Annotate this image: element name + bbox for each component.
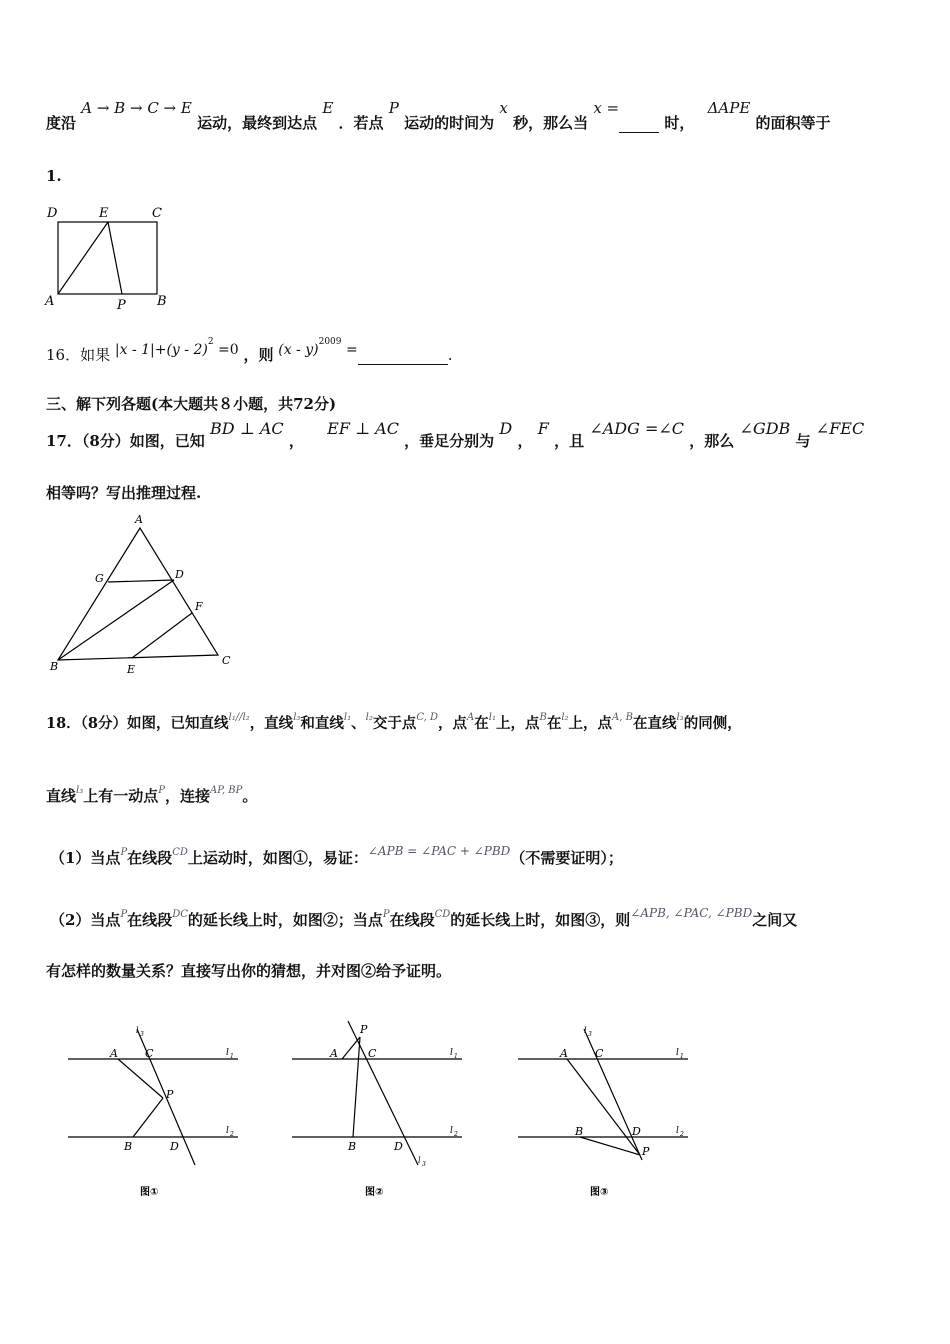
q18-text-4: 交于点: [372, 715, 417, 732]
q18-s1-text-a: （1）当点: [50, 849, 121, 867]
d2-label-b: B: [348, 1140, 357, 1153]
q17-line-1: 17．（8分）如图，已知 BD ⊥ AC ， EF ⊥ AC ，垂足分别为 D ， F ，且 ∠ADG =∠C ，那么 ∠GDB 与 ∠FEC: [46, 419, 865, 450]
d3-segment-bp: [580, 1137, 640, 1155]
figure-15: [40, 200, 180, 315]
q18-l2-text-1: 直线: [46, 787, 77, 805]
d2-label-l3: l: [418, 1156, 421, 1165]
d2-line-l3: [348, 1021, 418, 1165]
q18-point-a: A: [467, 712, 475, 723]
q18-l2-text-4: 。: [242, 787, 258, 805]
d3-sub-2: 2: [680, 1131, 684, 1138]
q18-text-3: 和直线: [300, 715, 344, 732]
label-p: P: [117, 298, 126, 313]
label-e: E: [127, 663, 136, 676]
q18-l2-text-3: ，连接: [164, 787, 210, 805]
d3-sub-1: 1: [680, 1053, 684, 1060]
q18-s2-text-e: 的延长线上时，如图③，则: [450, 911, 631, 929]
q15-answer: 1.: [46, 167, 62, 185]
q18-s2-cd: CD: [434, 909, 451, 920]
q17-text-2: ，垂足分别为: [404, 432, 495, 450]
q17-point-d: D: [499, 419, 513, 438]
d1-label-c: C: [145, 1047, 154, 1060]
q18-ap-bp: AP, BP: [210, 785, 243, 796]
rect-abcd: [58, 222, 157, 294]
q18-s2-text-c: 的延长线上时，如图②；当点: [187, 911, 383, 929]
q18-l1-b: l₁: [488, 712, 496, 723]
q15-point-p: P: [388, 99, 399, 117]
d3-label-l2: l: [676, 1126, 679, 1136]
q18-s2-dc: DC: [172, 909, 188, 920]
q18-s2-p2: P: [382, 909, 390, 920]
q18-text-6: 在: [474, 715, 489, 732]
q17-angle-fec: ∠FEC: [815, 419, 865, 438]
diagram-3: [518, 1026, 688, 1198]
q18-points-ab: A, B: [612, 712, 633, 723]
q15-answer-blank[interactable]: [619, 118, 659, 133]
label-d: D: [175, 568, 184, 581]
segment-gd: [108, 580, 174, 582]
section-3-heading: 三、解下列各题(本大题共８小题，共72分): [46, 395, 337, 413]
q18-text-1: 18．（8分）如图，已知直线: [46, 715, 229, 732]
q15-text-6: 时，: [664, 114, 695, 132]
q15-text-1: 度沿: [46, 114, 77, 132]
q18-text-9: 上，点: [568, 715, 613, 732]
q18-point-b: B: [539, 712, 547, 723]
d3-label-a: A: [560, 1047, 568, 1060]
d2-label-d: D: [394, 1140, 403, 1153]
segment-ef: [132, 613, 192, 658]
q18-text-7: 上，点: [495, 715, 540, 732]
d3-label-c: C: [595, 1047, 604, 1060]
d1-label-d: D: [170, 1140, 179, 1153]
d3-label-b: B: [575, 1125, 584, 1138]
segment-ae: [58, 222, 108, 294]
q15-point-e: E: [322, 99, 334, 117]
q18-sub-1: [50, 843, 623, 867]
q15-x-equals: x =: [593, 99, 620, 117]
q18-text-2: ，直线: [249, 715, 294, 732]
q18-line-2: [46, 781, 258, 805]
q18-s2-text-b: 在线段: [127, 911, 173, 929]
q18-parallel: l₁//l₂: [228, 712, 250, 723]
q18-l1-a: l₁: [343, 712, 352, 723]
label-b: B: [50, 660, 59, 673]
d1-sub-2: 2: [230, 1131, 234, 1138]
d1-segment-bp: [133, 1098, 163, 1137]
d3-label-p: P: [642, 1145, 650, 1158]
d1-label-a: A: [110, 1047, 118, 1060]
figure-18: [60, 1015, 710, 1205]
d2-label-a: A: [330, 1047, 338, 1060]
q15-triangle: ΔAPE: [707, 99, 751, 117]
q18-s2-p1: P: [120, 909, 128, 920]
d1-label-l1: l: [226, 1048, 229, 1058]
q16-line: [46, 337, 453, 364]
q17-text-3: ，且: [554, 432, 585, 450]
q15-var-x: x: [499, 99, 508, 117]
q18-text-8: 在: [546, 715, 562, 732]
d2-sub-1: 1: [454, 1053, 458, 1060]
q18-points-cd: C, D: [416, 712, 439, 723]
label-f: F: [195, 600, 203, 613]
q17-text-5: 与: [795, 432, 811, 450]
label-e: E: [99, 206, 109, 221]
d1-label-l2: l: [226, 1126, 229, 1136]
q18-point-p: P: [158, 785, 165, 796]
q16-text-2: ，则: [243, 346, 274, 364]
d1-sub-3: 3: [140, 1031, 144, 1038]
q18-text-5: ，点: [438, 715, 468, 732]
q18-s1-text-d: （不需要证明）；: [510, 849, 623, 867]
q18-s2-text-d: 在线段: [389, 911, 435, 929]
q18-s2-angles: ∠APB, ∠PAC, ∠PBD: [630, 906, 753, 920]
d1-segment-ap: [118, 1059, 163, 1098]
label-c: C: [152, 206, 162, 221]
q17-text-4: ，那么: [689, 432, 735, 450]
q18-s1-p: P: [120, 847, 128, 858]
q15-text-3: ．若点: [338, 114, 384, 132]
q18-s1-text-c: 上运动时，如图①，易证：: [187, 849, 368, 867]
q18-sub-2-line-2: 有怎样的数量关系？直接写出你的猜想，并对图②给予证明。: [46, 962, 452, 980]
d3-label-l1: l: [676, 1048, 679, 1058]
q15-path: A → B → C → E: [81, 99, 192, 117]
q17-cond-3: ∠ADG =∠C: [589, 419, 685, 438]
d2-sub-2: 2: [454, 1131, 458, 1138]
q18-text-11: 的同侧，: [683, 715, 742, 732]
q18-l3-a: l₃: [293, 712, 301, 723]
q16-exp-2: 2: [207, 337, 214, 347]
d3-sub-3: 3: [588, 1031, 592, 1038]
figure-17: [40, 510, 250, 680]
d2-label-p: P: [360, 1023, 368, 1036]
q16-text-1: 16．如果: [46, 346, 111, 364]
d2-label-l1: l: [450, 1048, 453, 1058]
d3-label-d: D: [632, 1125, 641, 1138]
label-g: G: [95, 572, 104, 585]
d2-segment-ap: [342, 1037, 360, 1059]
q17-point-f: F: [537, 419, 549, 438]
q16-period: .: [447, 346, 453, 364]
q17-cond-2: EF ⊥ AC: [327, 419, 399, 438]
q15-line: [46, 99, 831, 132]
q18-s2-text-f: 之间又: [752, 911, 798, 929]
q18-l2-a: l₂: [365, 712, 373, 723]
label-a: A: [135, 513, 143, 526]
q15-text-2: 运动，最终到达点: [197, 114, 318, 132]
q16-base-expr: (x - y): [278, 342, 319, 358]
q18-l2-b: l₂: [561, 712, 569, 723]
q18-line-1: 18．（8分）如图，已知直线$^{l_1//l_2}$，直线$^{l_3}$和直线$^{l_1}$、$^{l_2}$交于点$^{C, D}$，点$^A$在$^{l_1}$上，点$^B$在$^{l_2}$上，点$^{A, B}$在直线$^{l_3}$的同侧，: [46, 712, 742, 732]
segment-bd: [58, 580, 174, 660]
d1-caption: 图①: [140, 1187, 159, 1198]
label-b: B: [157, 294, 167, 309]
triangle-abc: [58, 528, 218, 660]
q18-s2-text-a: （2）当点: [50, 911, 121, 929]
q17-line-2: 相等吗？写出推理过程.: [46, 484, 202, 502]
q18-s1-cd: CD: [172, 847, 188, 858]
label-a: A: [45, 294, 55, 309]
d1-sub-1: 1: [230, 1053, 234, 1060]
q18-text-10: 在直线: [632, 715, 677, 732]
diagram-1: [68, 1026, 238, 1198]
q17-text-1: 17．（8分）如图，已知: [46, 432, 205, 450]
d2-label-l2: l: [450, 1126, 453, 1136]
d3-caption: 图③: [590, 1187, 609, 1198]
d2-segment-bp: [353, 1037, 360, 1137]
d2-sub-3: 3: [422, 1161, 426, 1168]
q18-s1-text-b: 在线段: [127, 849, 173, 867]
q16-exp-2009: 2009: [318, 337, 342, 347]
q15-text-4: 运动的时间为: [404, 114, 495, 132]
d1-label-b: B: [124, 1140, 133, 1153]
q16-eq0: =0: [213, 342, 239, 358]
q16-answer-blank[interactable]: [358, 350, 448, 365]
q18-s1-equation: ∠APB = ∠PAC + ∠PBD: [367, 844, 511, 858]
q18-l2-text-2: 上有一动点: [83, 787, 159, 805]
q18-l3-b: l₃: [676, 712, 684, 723]
d2-label-c: C: [368, 1047, 377, 1060]
q15-text-5: 秒，那么当: [513, 114, 589, 132]
d2-caption: 图②: [365, 1187, 384, 1198]
q16-eq: =: [341, 342, 358, 358]
d1-label-p: P: [166, 1088, 174, 1101]
q18-l3-c: l₃: [76, 785, 84, 796]
diagram-2: [292, 1021, 462, 1198]
d1-label-l3: l: [136, 1026, 139, 1035]
label-c: C: [222, 654, 231, 667]
q17-angle-gdb: ∠GDB: [739, 419, 791, 438]
d3-label-l3: l: [584, 1026, 587, 1035]
q15-text-7: 的面积等于: [755, 114, 831, 132]
label-d: D: [47, 206, 58, 221]
q17-cond-1: BD ⊥ AC: [210, 419, 284, 438]
q18-sub-2: [50, 905, 798, 929]
segment-ep: [108, 222, 122, 294]
q16-abs-expr: |x - 1|+(y - 2): [114, 342, 208, 358]
